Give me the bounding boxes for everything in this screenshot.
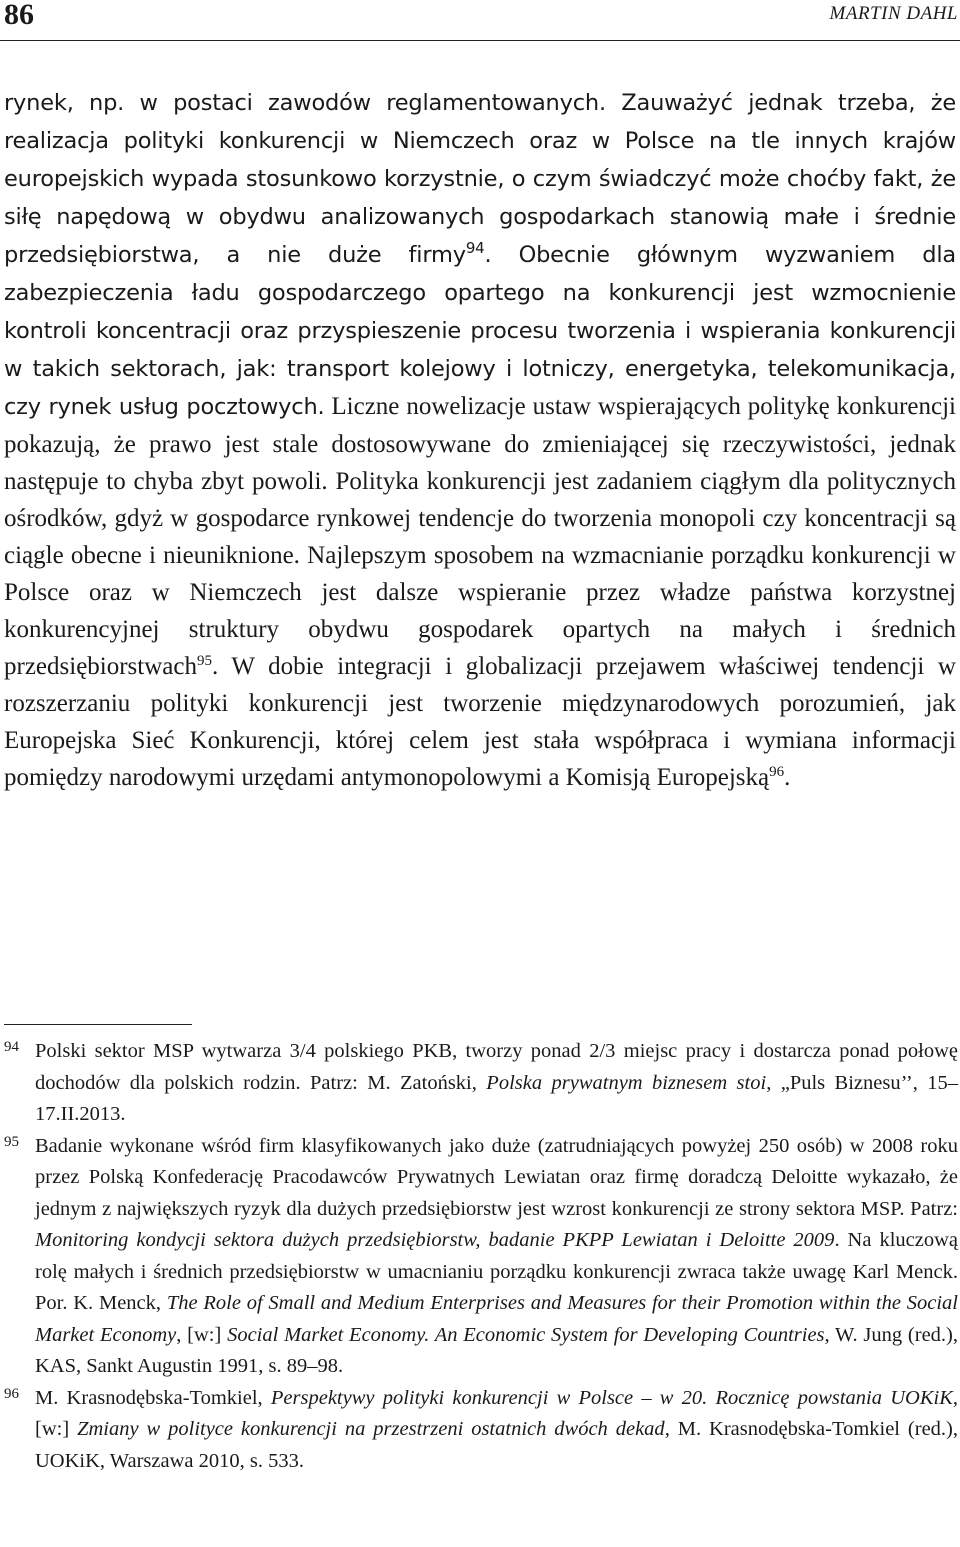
footnote-number: 95 <box>4 1133 19 1150</box>
footnote-segment: Polski sektor MSP wytwarza 3/4 polskiego PKB, tworzy ponad 2/3 miejsc pracy i dostarcza ponad połowę dochodów dla polskich rodzin. Patrz: M. Zatoński, <box>35 1040 958 1094</box>
body-text-part: rynek, np. w postaci zawodów reglamentowanych. Zauważyć jednak trzeba, że realizacja polityki konkurencji w Niemczech oraz w Polsce na tle innych krajów europejskich wypada stosunkowo korzystnie, o czym świadczyć może choćby fakt, że siłę napędową w obydwu analizowanych gospodarkach stanowią małe i średnie przedsiębiorstwa, a nie duże firmy <box>4 90 956 268</box>
body-text <box>4 84 956 796</box>
footnote-text <box>35 1040 958 1125</box>
footnote-number: 94 <box>4 1039 19 1055</box>
footnote-title: Monitoring kondycji sektora dużych przedsiębiorstw, badanie PKPP Lewiatan i Deloitte 2009 <box>35 1229 835 1251</box>
footnotes <box>4 1036 958 1477</box>
footnote-ref-94[interactable]: 94 <box>465 239 485 257</box>
footnote-94 <box>4 1036 958 1131</box>
footnote-segment: , „Puls Biznesu’’, 15–17.II.2013. <box>35 1071 959 1125</box>
footnote-title: Perspektywy polityki konkurencji w Polsce – w 20. Rocznicę powstania UOKiK <box>270 1386 953 1409</box>
footnote-segment: M. Krasnodębska-Tomkiel, <box>35 1386 271 1409</box>
page-header <box>0 0 960 41</box>
body-text-sans-segment <box>4 90 956 420</box>
footnote-number: 96 <box>4 1385 19 1402</box>
body-text-part: . Obecnie głównym wyzwaniem dla zabezpieczenia ładu gospodarczego opartego na konkurencji jest wzmocnienie kontroli koncentracji oraz przyspieszenie procesu tworzenia i wspierania konkurencji w takich sektorach, jak: transport kolejowy i lotniczy, energetyka, telekomunikacja, czy rynek usług pocztowych. <box>4 242 956 420</box>
footnote-text <box>35 1387 958 1472</box>
footnote-title: The Role of Small and Medium Enterprises and Measures for their Promotion within the Social Market Economy <box>35 1292 958 1346</box>
footnote-text <box>35 1135 958 1378</box>
body-text-part: . <box>784 764 791 791</box>
footnote-segment: . Na kluczową rolę małych i średnich przedsiębiorstw w umacnianiu porządku konkurencji zwraca także uwagę Karl Menck. Por. K. Menck, <box>35 1229 958 1314</box>
footnote-title: Social Market Economy. An Economic System for Developing Countries <box>227 1323 825 1346</box>
page-number: 86 <box>4 0 34 31</box>
running-head-author: MARTIN DAHL <box>829 3 958 24</box>
footnote-title: Polska prywatnym biznesem stoi <box>486 1071 767 1094</box>
footnote-segment: , M. Krasnodębska-Tomkiel (red.), UOKiK, Warszawa 2010, s. 533. <box>35 1418 959 1472</box>
footnote-segment: , W. Jung (red.), KAS, Sankt Augustin 1991, s. 89–98. <box>35 1323 958 1377</box>
body-paragraph <box>4 84 956 796</box>
footnote-95 <box>4 1131 958 1383</box>
footnote-separator <box>4 1024 192 1025</box>
body-text-part: . W dobie integracji i globalizacji przejawem właściwej tendencji w rozszerzaniu polityki konkurencji jest tworzenie międzynarodowych porozumień, jak Europejska Sieć Konkurencji, której celem jest stała współpraca i wymiana informacji pomiędzy narodowymi urzędami antymonopolowymi a Komisją Europejską <box>4 653 956 791</box>
footnote-ref-95[interactable]: 95 <box>196 653 212 669</box>
footnote-segment: Badanie wykonane wśród firm klasyfikowanych jako duże (zatrudniających powyżej 250 osób) w 2008 roku przez Polską Konfederację Pracodawców Prywatnych Lewiatan oraz firmę doradczą Deloitte wykazało, że jednym z największych ryzyk dla dużych przedsiębiorstw jest wzrost konkurencji ze strony sektora MSP. Patrz: <box>35 1134 958 1220</box>
body-text-part: Liczne nowelizacje ustaw wspierających politykę konkurencji pokazują, że prawo jest stale dostosowywane do zmieniającej się rzeczywistości, jednak następuje to chyba zbyt powoli. Polityka konkurencji jest zadaniem ciągłym dla politycznych ośrodków, gdyż w gospodarce rynkowej tendencje do tworzenia monopoli czy koncentracji są ciągle obecne i nieuniknione. Najlepszym sposobem na wzmacnianie porządku konkurencji w Polsce oraz w Niemczech jest dalsze wspieranie przez władze państwa korzystnej konkurencyjnej struktury obydwu gospodarek opartych na małych i średnich przedsiębiorstwach <box>4 393 956 680</box>
footnote-title: Zmiany w polityce konkurencji na przestrzeni ostatnich dwóch dekad <box>77 1418 665 1440</box>
footnote-segment: , [w:] <box>176 1323 228 1346</box>
footnote-segment: , [w:] <box>35 1386 958 1440</box>
footnote-ref-96[interactable]: 96 <box>769 764 785 780</box>
footnote-96 <box>4 1383 958 1478</box>
